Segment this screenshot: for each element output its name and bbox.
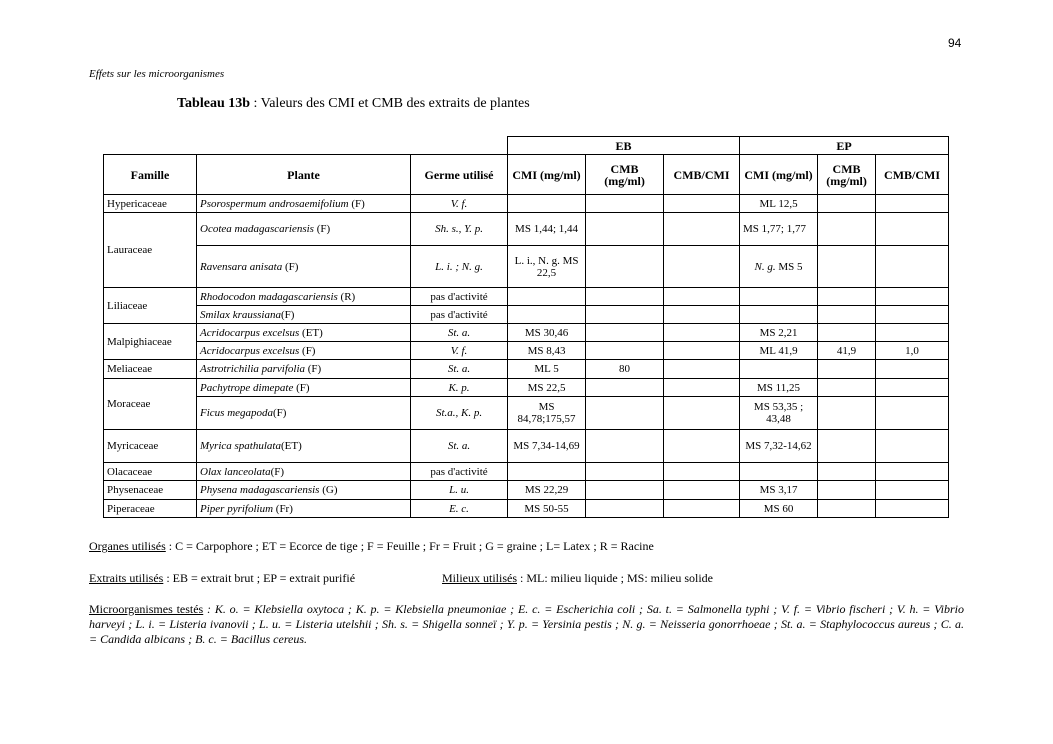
ep-cmb-cell	[818, 213, 876, 246]
extraits-label: Extraits utilisés	[89, 571, 164, 585]
ep-cmi-cell: MS 11,25	[740, 379, 818, 397]
eb-cmb-cell	[586, 246, 664, 288]
ep-cmb-cell	[818, 397, 876, 430]
germ-cell: E. c.	[411, 500, 508, 518]
table-row	[104, 195, 949, 213]
table-row	[104, 481, 949, 500]
eb-cmi-cell: MS 84,78;175,57	[508, 397, 586, 430]
germ-cell: K. p.	[411, 379, 508, 397]
family-cell: Malpighiaceae	[104, 324, 197, 360]
caption-label: Tableau 13b	[177, 96, 251, 111]
eb-cmi-cell	[508, 195, 586, 213]
ep-cmi-cell: ML 41,9	[740, 342, 818, 360]
ep-ratio-cell	[876, 213, 949, 246]
ep-cmi-cell	[740, 288, 818, 306]
eb-ratio-cell	[664, 288, 740, 306]
germ-cell: L. u.	[411, 481, 508, 500]
eb-cmi-cell	[508, 463, 586, 481]
header-ep-ratio: CMB/CMI	[876, 155, 949, 195]
plant-name: Piper pyrifolium	[200, 502, 274, 515]
plant-organ: (G)	[319, 484, 338, 496]
ep-cmi-cell: MS 7,32-14,62	[740, 430, 818, 463]
header-eb-cmi: CMI (mg/ml)	[508, 155, 586, 195]
family-cell: Myricaceae	[104, 430, 197, 463]
plant-cell	[197, 342, 411, 360]
table-row	[104, 360, 949, 379]
ep-cmi-cell: MS 2,21	[740, 324, 818, 342]
running-header: Effets sur les microorganismes	[89, 68, 225, 80]
table-row	[104, 306, 949, 324]
ep-ratio-cell	[876, 481, 949, 500]
header-plante: Plante	[197, 155, 411, 195]
plant-cell	[197, 324, 411, 342]
family-cell: Olacaceae	[104, 463, 197, 481]
plant-organ: (F)	[270, 465, 285, 478]
plant-cell	[197, 246, 411, 288]
cmi-cmb-table	[103, 136, 949, 518]
plant-organ: (F)	[313, 223, 331, 235]
eb-cmi-cell: MS 7,34-14,69	[508, 430, 586, 463]
family-cell: Physenaceae	[104, 481, 197, 500]
ep-cmi-cell	[740, 246, 818, 288]
plant-organ: (R)	[337, 290, 356, 303]
plant-name: Ocotea madagascariensis	[200, 223, 314, 235]
germ-cell: St. a.	[411, 430, 508, 463]
plant-organ: (F)	[282, 260, 299, 273]
eb-cmb-cell	[586, 213, 664, 246]
plant-name: Acridocarpus excelsus	[200, 326, 300, 339]
eb-cmb-cell	[586, 481, 664, 500]
plant-cell	[197, 306, 411, 324]
eb-cmb-cell	[586, 342, 664, 360]
milieux-text: : ML: milieu liquide ; MS: milieu solide	[517, 571, 713, 585]
table-row	[104, 379, 949, 397]
ep-cmi-cell	[740, 306, 818, 324]
eb-cmi-cell: L. i., N. g. MS 22,5	[508, 246, 586, 288]
germ-cell: V. f.	[411, 342, 508, 360]
ep-cmb-cell	[818, 195, 876, 213]
eb-cmb-cell	[586, 195, 664, 213]
eb-cmb-cell	[586, 379, 664, 397]
plant-cell	[197, 500, 411, 518]
note-microorganismes	[89, 602, 964, 647]
plant-name: Astrotrichilia parvifolia	[200, 363, 306, 375]
plant-organ: (F)	[305, 363, 322, 375]
table-row	[104, 342, 949, 360]
ep-cmi-cell: MS 3,17	[740, 481, 818, 500]
ep-cmb-cell	[818, 288, 876, 306]
family-cell: Meliaceae	[104, 360, 197, 379]
plant-name: Rhodocodon madagascariensis	[200, 290, 338, 303]
table-row	[104, 500, 949, 518]
header-germe: Germe utilisé	[411, 155, 508, 195]
eb-cmi-cell: MS 22,5	[508, 379, 586, 397]
plant-cell	[197, 430, 411, 463]
eb-cmb-cell	[586, 288, 664, 306]
family-cell: Hypericaceae	[104, 195, 197, 213]
family-cell: Liliaceae	[104, 288, 197, 324]
eb-cmi-cell: MS 30,46	[508, 324, 586, 342]
caption-text: : Valeurs des CMI et CMB des extraits de plantes	[250, 96, 530, 111]
column-header-row	[104, 155, 949, 195]
note-milieux	[442, 571, 713, 586]
eb-ratio-cell	[664, 500, 740, 518]
plant-organ: (ET)	[280, 440, 302, 452]
plant-name: Ravensara anisata	[200, 260, 283, 273]
table-row	[104, 397, 949, 430]
eb-ratio-cell	[664, 246, 740, 288]
ep-cmb-cell	[818, 481, 876, 500]
eb-cmb-cell	[586, 324, 664, 342]
plant-organ: (F)	[299, 344, 316, 357]
germ-cell: pas d'activité	[411, 463, 508, 481]
eb-ratio-cell	[664, 481, 740, 500]
plant-name: Psorospermum androsaemifolium	[200, 197, 349, 210]
eb-cmb-cell	[586, 430, 664, 463]
plant-organ: (F)	[280, 308, 295, 321]
plant-cell	[197, 463, 411, 481]
ep-ratio-cell	[876, 379, 949, 397]
plant-cell	[197, 288, 411, 306]
family-cell: Moraceae	[104, 379, 197, 430]
germ-cell: L. i. ; N. g.	[411, 246, 508, 288]
extraits-text: : EB = extrait brut ; EP = extrait purifié	[163, 571, 356, 585]
eb-ratio-cell	[664, 379, 740, 397]
ep-cmb-cell	[818, 246, 876, 288]
table-row	[104, 213, 949, 246]
organes-text: : C = Carpophore ; ET = Ecorce de tige ; F = Feuille ; Fr = Fruit ; G = graine ; L= Latex ; R = Racine	[165, 539, 654, 553]
plant-organ: (ET)	[299, 326, 323, 339]
page-number: 94	[948, 36, 962, 50]
plant-cell	[197, 213, 411, 246]
eb-cmb-cell	[586, 306, 664, 324]
ep-cmi-germ: N. g.	[754, 260, 776, 273]
header-ep-cmi: CMI (mg/ml)	[740, 155, 818, 195]
header-eb-cmb: CMB (mg/ml)	[586, 155, 664, 195]
eb-ratio-cell	[664, 430, 740, 463]
eb-ratio-cell	[664, 397, 740, 430]
eb-cmi-cell	[508, 306, 586, 324]
eb-cmi-cell: ML 5	[508, 360, 586, 379]
germ-cell: pas d'activité	[411, 306, 508, 324]
eb-ratio-cell	[664, 360, 740, 379]
table-row	[104, 288, 949, 306]
organes-label: Organes utilisés	[89, 539, 166, 553]
plant-name: Pachytrope dimepate	[200, 381, 294, 394]
germ-cell: St. a.	[411, 360, 508, 379]
ep-cmb-cell	[818, 500, 876, 518]
plant-cell	[197, 360, 411, 379]
eb-cmi-cell	[508, 288, 586, 306]
ep-cmb-cell: 41,9	[818, 342, 876, 360]
micro-label: Microorganismes testés	[89, 602, 204, 616]
plant-organ: (F)	[348, 197, 365, 210]
eb-cmi-cell: MS 8,43	[508, 342, 586, 360]
ep-ratio-cell	[876, 288, 949, 306]
ep-cmi-cell: MS 1,77; 1,77	[740, 213, 818, 246]
ep-ratio-cell: 1,0	[876, 342, 949, 360]
plant-organ: (F)	[293, 381, 310, 394]
plant-organ: (Fr)	[273, 502, 293, 515]
plant-name: Physena madagascariensis	[200, 484, 320, 496]
eb-cmb-cell: 80	[586, 360, 664, 379]
ep-ratio-cell	[876, 306, 949, 324]
ep-cmb-cell	[818, 430, 876, 463]
header-eb-ratio: CMB/CMI	[664, 155, 740, 195]
eb-cmb-cell	[586, 397, 664, 430]
eb-cmi-cell: MS 22,29	[508, 481, 586, 500]
ep-cmi-cell: ML 12,5	[740, 195, 818, 213]
table-row	[104, 463, 949, 481]
family-cell: Lauraceae	[104, 213, 197, 288]
note-organes	[89, 539, 964, 554]
germ-cell: Sh. s., Y. p.	[411, 213, 508, 246]
header-famille: Famille	[104, 155, 197, 195]
ep-cmi-cell: MS 60	[740, 500, 818, 518]
eb-ratio-cell	[664, 213, 740, 246]
ep-ratio-cell	[876, 360, 949, 379]
eb-ratio-cell	[664, 324, 740, 342]
eb-cmi-cell: MS 50-55	[508, 500, 586, 518]
table-caption	[177, 96, 530, 112]
table-row	[104, 324, 949, 342]
germ-cell: St.a., K. p.	[411, 397, 508, 430]
plant-name: Ficus megapoda	[200, 407, 274, 419]
micro-text: : K. o. = Klebsiella oxytoca ; K. p. = Klebsiella pneumoniae ; E. c. = Escherichia coli ; Sa. t. = Salmonella typhi ; V. f. = Vibrio fischeri ; V. h. = Vibrio harveyi ; L. i. = Listeria ivanovii ; L. u. = Listeria utelshii ; Sh. s. = Shigella sonneï ; Y. p. = Yersinia pestis ; N. g. = Neisseria gonorrhoeae ; St. a. = Staphylococcus aureus ; C. a. = Candida albicans ; B. c. = Bacillus cereus.	[89, 602, 964, 646]
eb-cmb-cell	[586, 500, 664, 518]
eb-cmi-cell: MS 1,44; 1,44	[508, 213, 586, 246]
ep-cmb-cell	[818, 463, 876, 481]
ep-cmb-cell	[818, 306, 876, 324]
ep-cmi-cell: MS 53,35 ; 43,48	[740, 397, 818, 430]
eb-ratio-cell	[664, 342, 740, 360]
plant-name: Olax lanceolata	[200, 465, 271, 478]
table-row	[104, 246, 949, 288]
plant-organ: (F)	[273, 407, 287, 419]
plant-cell	[197, 397, 411, 430]
ep-ratio-cell	[876, 195, 949, 213]
ep-cmi-cell	[740, 360, 818, 379]
ep-ratio-cell	[876, 463, 949, 481]
table-row	[104, 430, 949, 463]
group-header-row	[104, 137, 949, 155]
ep-cmb-cell	[818, 379, 876, 397]
ep-group-header: EP	[740, 137, 949, 155]
ep-ratio-cell	[876, 500, 949, 518]
plant-name: Myrica spathulata	[200, 440, 281, 452]
ep-cmb-cell	[818, 360, 876, 379]
germ-cell: pas d'activité	[411, 288, 508, 306]
ep-ratio-cell	[876, 324, 949, 342]
eb-ratio-cell	[664, 195, 740, 213]
note-extraits-milieux	[89, 571, 964, 586]
header-ep-cmb: CMB (mg/ml)	[818, 155, 876, 195]
plant-cell	[197, 379, 411, 397]
ep-cmi-cell	[740, 463, 818, 481]
ep-ratio-cell	[876, 397, 949, 430]
ep-ratio-cell	[876, 246, 949, 288]
eb-group-header: EB	[508, 137, 740, 155]
plant-name: Acridocarpus excelsus	[200, 344, 300, 357]
ep-cmb-cell	[818, 324, 876, 342]
germ-cell: St. a.	[411, 324, 508, 342]
plant-cell	[197, 481, 411, 500]
family-cell: Piperaceae	[104, 500, 197, 518]
plant-name: Smilax kraussiana	[200, 308, 281, 321]
eb-ratio-cell	[664, 463, 740, 481]
ep-ratio-cell	[876, 430, 949, 463]
milieux-label: Milieux utilisés	[442, 571, 517, 585]
ep-cmi-value: MS 5	[775, 260, 803, 273]
eb-ratio-cell	[664, 306, 740, 324]
eb-cmb-cell	[586, 463, 664, 481]
germ-cell: V. f.	[411, 195, 508, 213]
plant-cell	[197, 195, 411, 213]
